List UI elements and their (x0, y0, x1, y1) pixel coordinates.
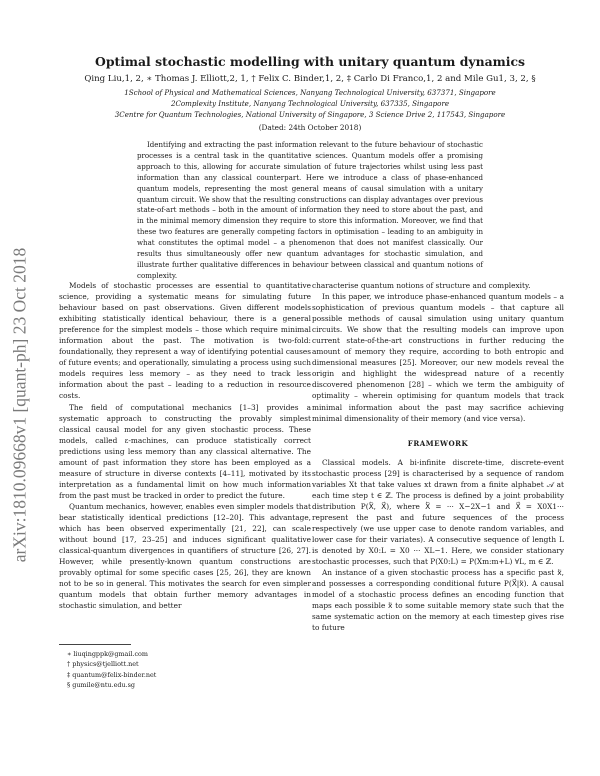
body-paragraph: Classical models. A bi-infinite discrete-time, discrete-event stochastic process [29] is characterised by a sequence of random variables Xt that take values xt drawn from a finite alphabet 𝒜 at each time step t ∈ ℤ. The process is defined by a joint probability distribution P(X⃖, X⃗), where X⃖ = ··· X−2X−1 and X⃗ = X0X1··· represent the past and future sequences of the process respectively (we use upper case to denote random variables, and lower case for their variates). A consecutive sequence of length L is denoted by X0:L = X0 ··· XL−1. Here, we consider stationary stochastic processes, such that P(X0:L) = P(Xm:m+L) ∀L, m ∈ ℤ. (312, 457, 564, 567)
body-paragraph: Models of stochastic processes are essential to quantitative science, providing a systematic means for simulating future behaviour based on past observations. Given different models exhibiting statistically identical behaviour, there is a general preference for the simplest models – those which require minimal information about the past. The motivation is two-fold: foundationally, they represent a way of identifying potential causes of future events; and operationally, simulating a process using such models requires less memory – as they need to track less information about the past – leading to a reduction in resource costs. (59, 281, 311, 401)
body-paragraph: An instance of a given stochastic process has a specific past x⃖, and possesses a corresponding conditional future P(X⃗|x⃖). A causal model of a stochastic process defines an encoding function that maps each possible x⃖ to some suitable memory state such that the same systematic action on the memory at each timestep gives rise to future (312, 568, 564, 633)
body-paragraph: Quantum mechanics, however, enables even simpler models that bear statistically identical predictions [12–20]. This advantage, which has been observed experimentally [21, 22], can scale without bound [17, 23–25] and induces significant qualitative classical-quantum divergences in quantifiers of structure [26, 27]. However, while presently-known quantum constructions are provably optimal for some specific cases [25, 26], they are known not to be so in general. This motivates the search for even simpler quantum models that obtain further memory advantages in stochastic simulation, and better (59, 501, 311, 611)
affiliation-2: 2Complexity Institute, Nanyang Technological University, 637335, Singapore (170, 99, 450, 108)
footnote-email: ‡ quantum@felix-binder.net (67, 670, 157, 679)
date-line: (Dated: 24th October 2018) (258, 123, 362, 132)
body-paragraph: characterise quantum notions of structure and complexity. (312, 281, 531, 290)
arxiv-identifier-text: arXiv:1810.09668v1 [quant-ph] 23 Oct 2018 (9, 247, 30, 563)
abstract: Identifying and extracting the past information relevant to the future behaviour of stochastic processes is a central task in the quantitative sciences. Quantum models offer a promising approach to this, allowing for accurate simulation of future trajectories whilst using less past information than any classical counterpart. Here we introduce a class of phase-enhanced quantum models, representing the most general means of causal simulation with a unitary quantum circuit. We show that the resulting constructions can display advantages over previous state-of-art methods – both in the amount of information they need to store about the past, and in the minimal memory dimension they require to store this information. Moreover, we find that these two features are generally competing factors in optimisation – leading to an ambiguity in what constitutes the optimal model – a phenomenon that does not manifest classically. Our results thus simultaneously offer new quantum advantages for stochastic simulation, and illustrate further qualitative differences in behaviour between classical and quantum notions of complexity. (137, 140, 483, 280)
affiliation-1: 1School of Physical and Mathematical Sciences, Nanyang Technological University, 637371, Singapore (124, 88, 496, 97)
author-list: Qing Liu,1, 2, ∗ Thomas J. Elliott,2, 1, † Felix C. Binder,1, 2, ‡ Carlo Di Franco,1, 2 and Mile Gu1, 3, 2, § (84, 74, 536, 84)
footnote-email: † physics@tjelliott.net (67, 660, 139, 669)
section-heading: FRAMEWORK (407, 438, 469, 448)
left-column (59, 280, 311, 611)
footnote-email: § gumile@ntu.edu.sg (67, 680, 135, 689)
body-paragraph: The field of computational mechanics [1–3] provides a systematic approach to constructing the provably simplest classical causal model for any given stochastic process. These models, called ε-machines, can produce statistically correct predictions using less memory than any classical alternative. The amount of past information they store has been employed as a measure of structure in diverse contexts [4–11], motivated by its interpretation as a fundamental limit on how much information from the past must be tracked in order to predict the future. (59, 402, 311, 500)
paper-title: Optimal stochastic modelling with unitary quantum dynamics (95, 54, 525, 69)
footnotes (59, 649, 311, 690)
footnote-rule (59, 644, 131, 645)
right-column (312, 280, 564, 633)
footnote-email: ∗ liuqingppk@gmail.com (67, 650, 148, 658)
affiliation-3: 3Centre for Quantum Technologies, National University of Singapore, 3 Science Drive 2, 117543, Singapore (114, 110, 506, 119)
arxiv-identifier (6, 220, 34, 590)
body-paragraph: In this paper, we introduce phase-enhanced quantum models – a sophistication of previous quantum models – that capture all possible methods of causal simulation using unitary quantum circuits. We show that the resulting models can improve upon current state-of-the-art constructions in further reducing the amount of memory they require, according to both entropic and dimensional measures [25]. Moreover, our new models reveal the origin and highlight the widespread nature of a recently discovered phenomenon [28] – which we term the ambiguity of optimality – wherein optimising for quantum models that track minimal information about the past may sacrifice achieving minimal dimensionality of their memory (and vice versa). (312, 292, 564, 423)
